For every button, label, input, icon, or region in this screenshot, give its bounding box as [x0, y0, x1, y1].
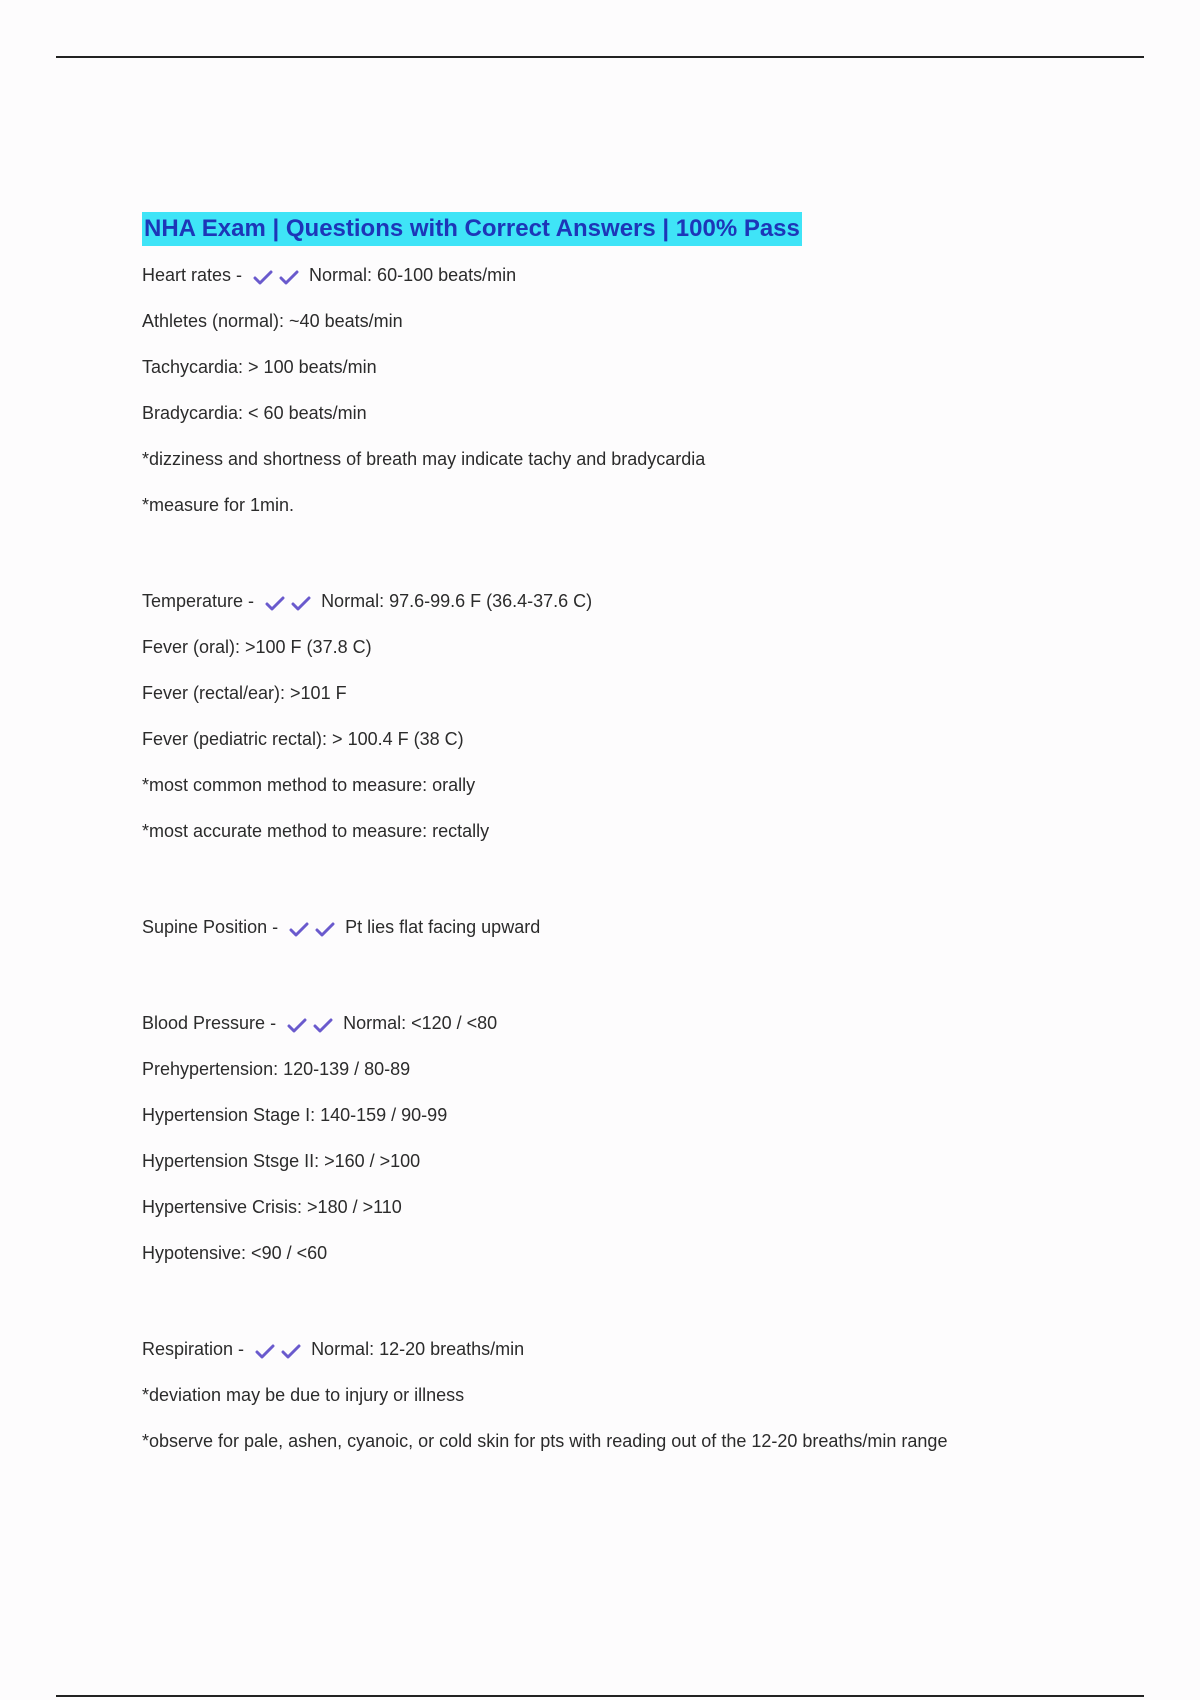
question-term: Heart rates - [142, 265, 243, 285]
check-icons [265, 579, 317, 625]
answer-line: Prehypertension: 120-139 / 80-89 [142, 1059, 411, 1079]
check-icon [291, 596, 311, 612]
answer-line: *deviation may be due to injury or illness [142, 1385, 465, 1405]
top-rule [56, 56, 1144, 58]
check-icon [315, 922, 335, 938]
answer-line: *dizziness and shortness of breath may indicate tachy and bradycardia [142, 449, 706, 469]
check-icon [287, 1018, 307, 1034]
question-answer: Normal: 97.6-99.6 F (36.4-37.6 C) [321, 591, 593, 611]
question-answer: Normal: 60-100 beats/min [309, 265, 517, 285]
answer-line: Hypertensive Crisis: >180 / >110 [142, 1197, 402, 1217]
answer-line: *most accurate method to measure: rectally [142, 821, 490, 841]
document-body [142, 212, 1142, 1464]
bottom-rule [56, 1695, 1144, 1697]
answer-line: *measure for 1min. [142, 495, 295, 515]
answer-line: Fever (oral): >100 F (37.8 C) [142, 637, 372, 657]
check-icon [253, 270, 273, 286]
answer-line: Fever (rectal/ear): >101 F [142, 683, 347, 703]
check-icon [313, 1018, 333, 1034]
check-icon [279, 270, 299, 286]
answer-line: Tachycardia: > 100 beats/min [142, 357, 377, 377]
question-term: Temperature - [142, 591, 255, 611]
answer-line: Hypertension Stsge II: >160 / >100 [142, 1151, 421, 1171]
blood-pressure-question [142, 1000, 1142, 1046]
check-icons [253, 253, 305, 299]
temperature-question [142, 578, 1142, 624]
supine-question [142, 904, 1142, 950]
answer-line: Hypertension Stage I: 140-159 / 90-99 [142, 1105, 448, 1125]
check-icon [281, 1344, 301, 1360]
answer-line: *observe for pale, ashen, cyanoic, or cold skin for pts with reading out of the 12-20 breaths/min range [142, 1431, 948, 1451]
respiration-question [142, 1326, 1142, 1372]
answer-line: Hypotensive: <90 / <60 [142, 1243, 328, 1263]
question-answer: Normal: <120 / <80 [343, 1013, 498, 1033]
answer-line: *most common method to measure: orally [142, 775, 476, 795]
answer-line: Fever (pediatric rectal): > 100.4 F (38 C) [142, 729, 464, 749]
question-term: Respiration - [142, 1339, 245, 1359]
question-term: Supine Position - [142, 917, 279, 937]
answer-line: Athletes (normal): ~40 beats/min [142, 311, 403, 331]
check-icon [255, 1344, 275, 1360]
heart-rates-question [142, 252, 1142, 298]
check-icons [287, 1001, 339, 1047]
check-icon [265, 596, 285, 612]
check-icon [289, 922, 309, 938]
check-icons [255, 1327, 307, 1373]
question-answer: Normal: 12-20 breaths/min [311, 1339, 525, 1359]
document-title: NHA Exam | Questions with Correct Answers | 100% Pass [142, 212, 802, 246]
answer-line: Bradycardia: < 60 beats/min [142, 403, 367, 423]
check-icons [289, 905, 341, 951]
question-answer: Pt lies flat facing upward [345, 917, 541, 937]
question-term: Blood Pressure - [142, 1013, 277, 1033]
